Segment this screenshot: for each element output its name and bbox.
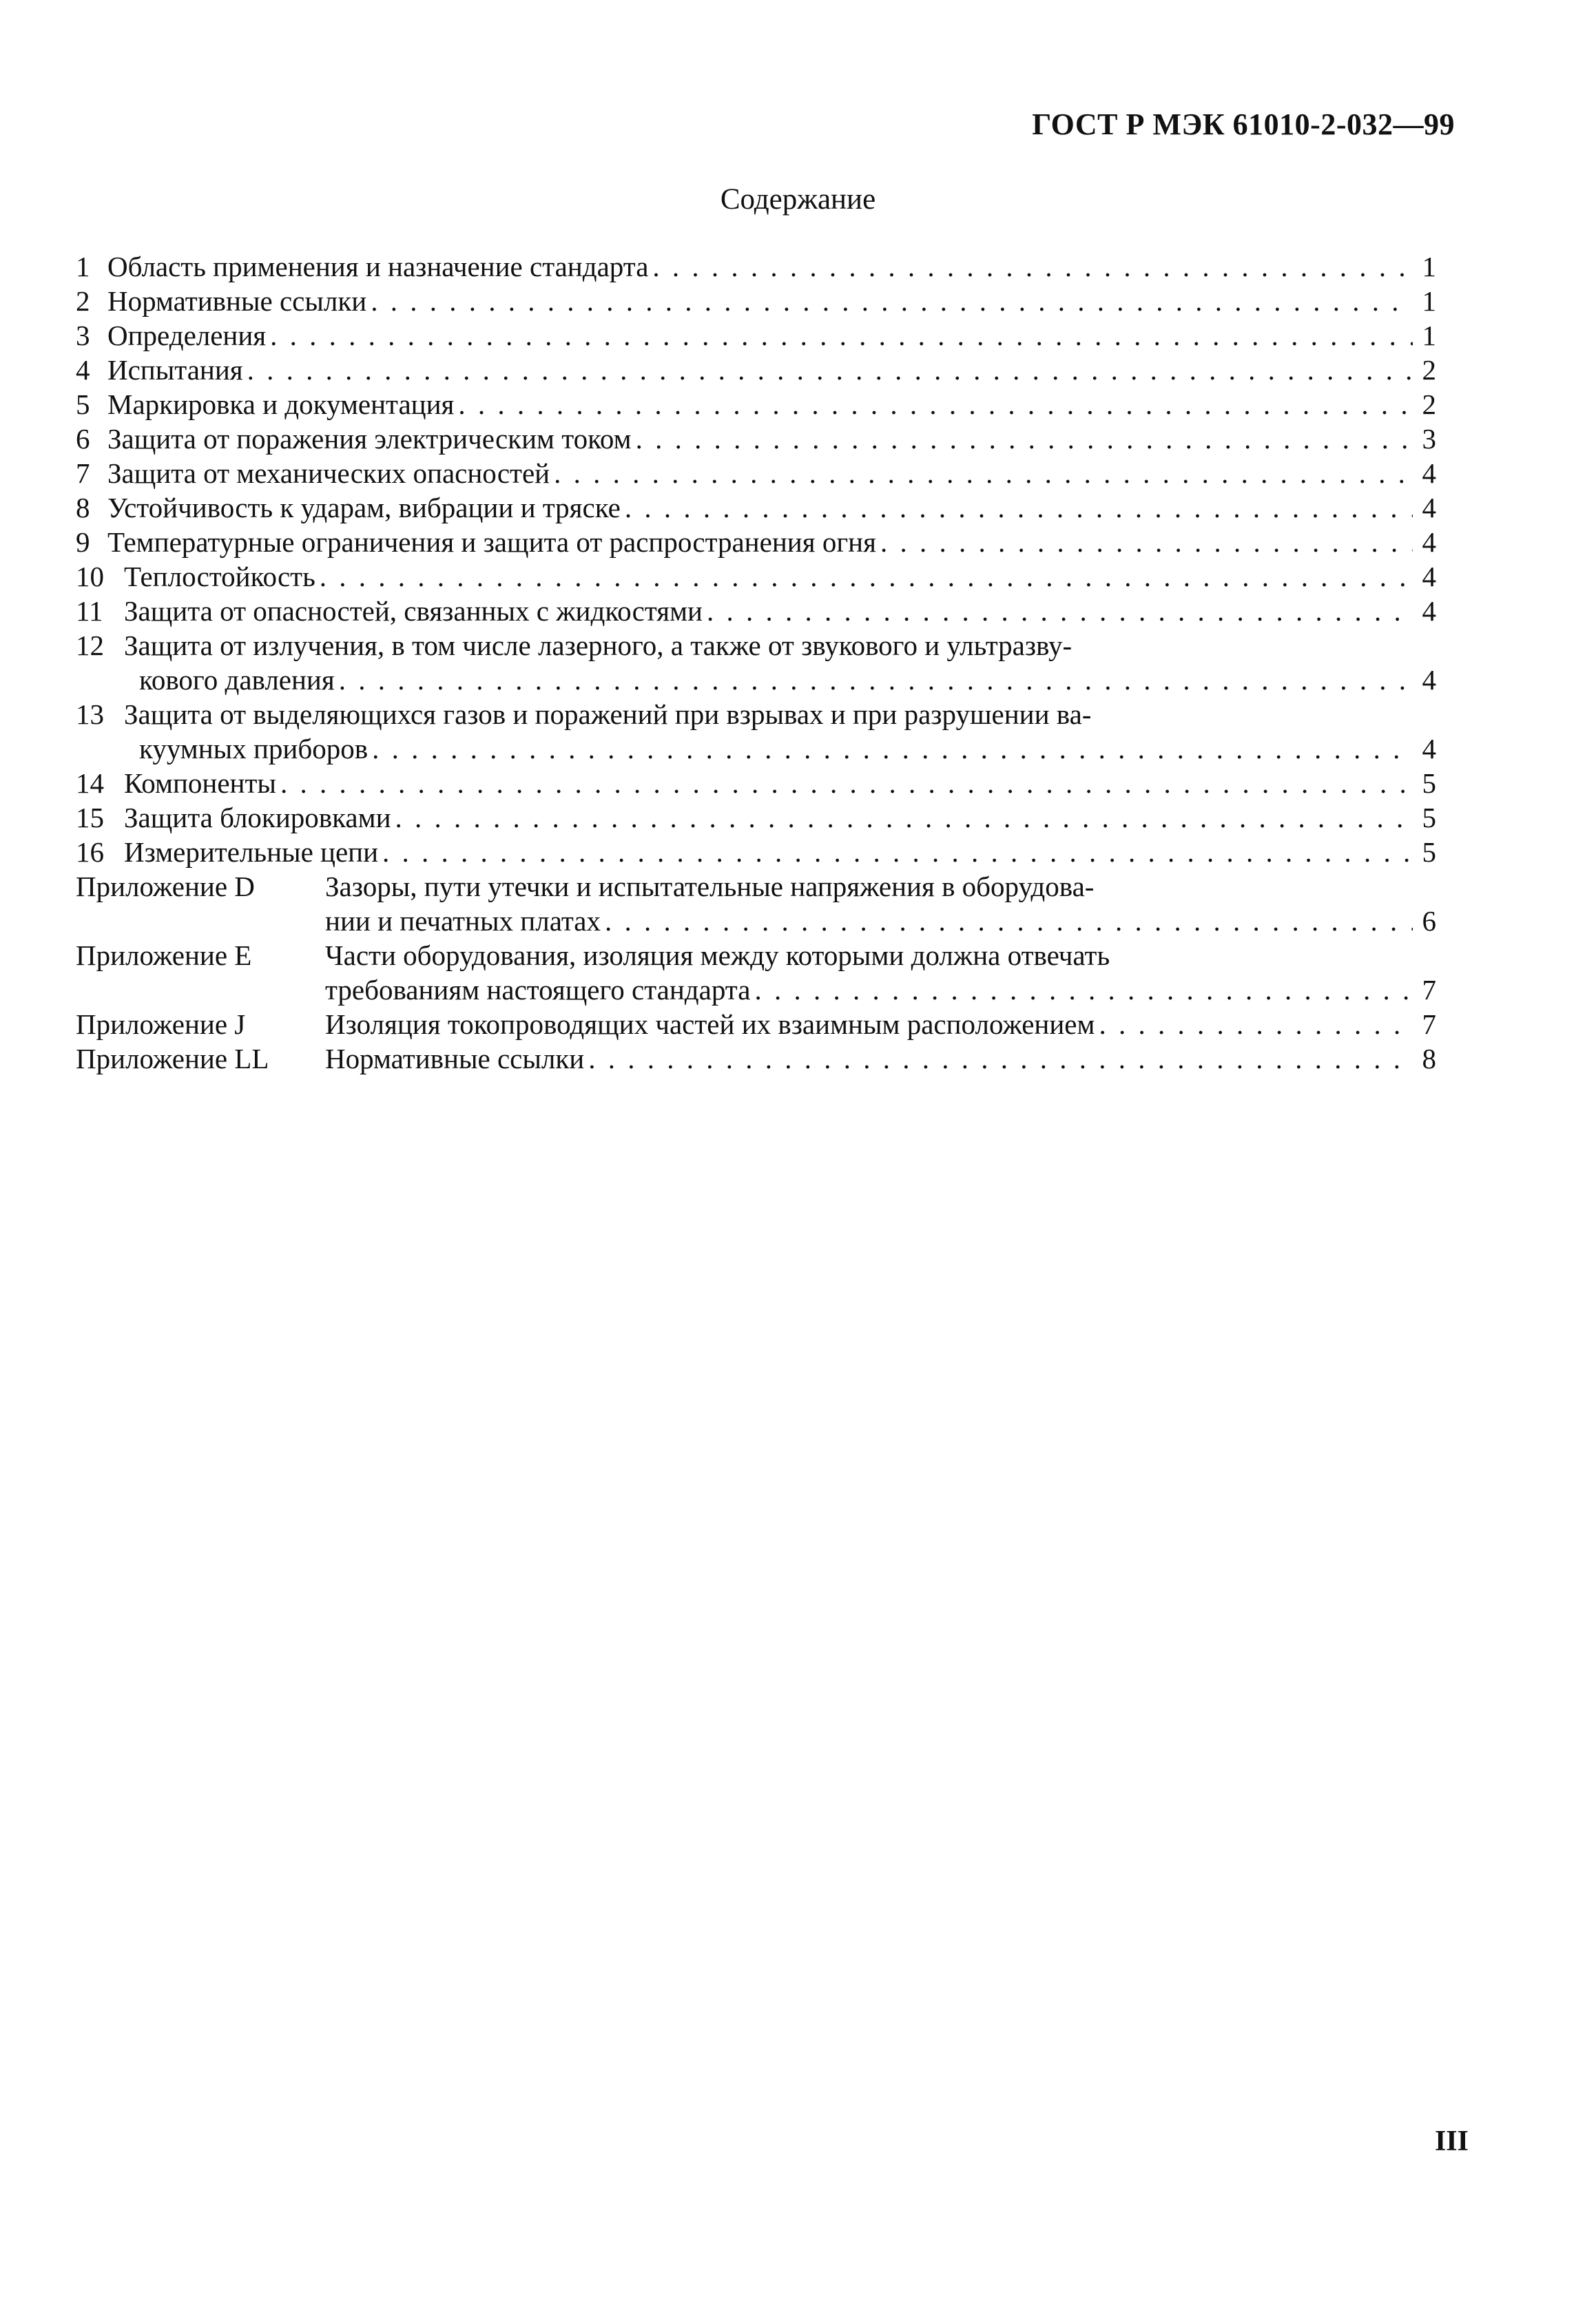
toc-entry-title: Защита от поражения электрическим током bbox=[107, 423, 632, 455]
toc-entry-5[interactable] bbox=[76, 387, 1436, 422]
toc-entry-title: Маркировка и документация bbox=[107, 388, 455, 420]
toc-entry-page: 8 bbox=[1422, 1043, 1436, 1074]
toc-entry-number: 8 bbox=[76, 492, 90, 523]
toc-entry-11[interactable] bbox=[76, 594, 1436, 628]
toc-appendix-ll[interactable] bbox=[76, 1041, 1436, 1076]
toc-entry-page: 3 bbox=[1422, 423, 1436, 455]
toc-entry-page: 4 bbox=[1422, 595, 1436, 627]
toc-title: Содержание bbox=[720, 183, 876, 216]
appendix-label: Приложение J bbox=[76, 1008, 246, 1040]
toc-entry-title: Теплостойкость bbox=[124, 561, 315, 592]
dot-leader bbox=[395, 800, 1413, 835]
toc-entry-number: 6 bbox=[76, 423, 90, 455]
toc-entry-4[interactable] bbox=[76, 353, 1436, 387]
toc-entry-page: 6 bbox=[1422, 905, 1436, 937]
toc-entry-page: 4 bbox=[1422, 526, 1436, 558]
toc-entry-page: 5 bbox=[1422, 767, 1436, 799]
toc-entry-page: 4 bbox=[1422, 733, 1436, 765]
dot-leader bbox=[382, 835, 1413, 869]
dot-leader bbox=[371, 284, 1413, 318]
toc-entry-1[interactable] bbox=[76, 249, 1436, 284]
toc-appendix-j[interactable] bbox=[76, 1007, 1436, 1041]
toc-entry-page: 1 bbox=[1422, 285, 1436, 317]
toc-entry-number: 1 bbox=[76, 251, 90, 282]
dot-leader bbox=[372, 731, 1413, 766]
dot-leader bbox=[754, 973, 1413, 1007]
toc-entry-title-line1: Защита от выделяющихся газов и поражений при взрывах и при разрушении ва- bbox=[124, 698, 1092, 730]
toc-entry-page: 4 bbox=[1422, 561, 1436, 592]
toc-entry-16[interactable] bbox=[76, 835, 1436, 869]
toc-entry-title: Испытания bbox=[107, 354, 243, 386]
dot-leader bbox=[554, 456, 1413, 490]
toc-entry-title: Температурные ограничения и защита от распространения огня bbox=[107, 526, 876, 558]
toc-entry-title: Компоненты bbox=[124, 767, 276, 799]
toc-entry-page: 1 bbox=[1422, 251, 1436, 282]
toc-entry-number: 2 bbox=[76, 285, 90, 317]
toc-entry-number: 3 bbox=[76, 320, 90, 351]
dot-leader bbox=[339, 663, 1413, 697]
dot-leader bbox=[247, 353, 1413, 387]
toc-entry-number: 16 bbox=[76, 836, 104, 868]
toc-entry-2[interactable] bbox=[76, 284, 1436, 318]
toc-entry-number: 4 bbox=[76, 354, 90, 386]
toc-entry-title-line1: Защита от излучения, в том числе лазерного, а также от звукового и ультразву- bbox=[124, 630, 1072, 661]
dot-leader bbox=[320, 559, 1413, 594]
toc-entry-title: Защита от механических опасностей bbox=[107, 457, 550, 489]
toc-entry-title: Определения bbox=[107, 320, 267, 351]
toc-entry-page: 5 bbox=[1422, 836, 1436, 868]
toc-entry-number: 5 bbox=[76, 388, 90, 420]
toc-entry-title: Устойчивость к ударам, вибрации и тряске bbox=[107, 492, 621, 523]
dot-leader bbox=[458, 387, 1413, 422]
appendix-title-line1: Зазоры, пути утечки и испытательные напряжения в оборудова- bbox=[325, 871, 1095, 902]
toc-appendix-d[interactable] bbox=[76, 869, 1436, 938]
appendix-label: Приложение D bbox=[76, 871, 255, 902]
toc-entry-3[interactable] bbox=[76, 318, 1436, 353]
appendix-title-line2: нии и печатных платах bbox=[325, 905, 601, 937]
toc-entry-7[interactable] bbox=[76, 456, 1436, 490]
dot-leader bbox=[707, 594, 1413, 628]
dot-leader bbox=[270, 318, 1413, 353]
toc-appendix-e[interactable] bbox=[76, 938, 1436, 1007]
appendix-title-line1: Части оборудования, изоляция между которыми должна отвечать bbox=[325, 939, 1110, 971]
toc-entry-title-line2: куумных приборов bbox=[139, 733, 369, 765]
toc-entry-title: Область применения и назначение стандарта bbox=[107, 251, 649, 282]
toc-entry-15[interactable] bbox=[76, 800, 1436, 835]
appendix-title-line2: требованиям настоящего стандарта bbox=[325, 974, 751, 1006]
toc-entry-title: Защита блокировками bbox=[124, 802, 391, 833]
dot-leader bbox=[280, 766, 1413, 800]
toc-entry-8[interactable] bbox=[76, 490, 1436, 525]
appendix-label: Приложение LL bbox=[76, 1043, 269, 1074]
toc-entry-page: 2 bbox=[1422, 354, 1436, 386]
appendix-title: Нормативные ссылки bbox=[325, 1043, 585, 1074]
dot-leader bbox=[1099, 1007, 1413, 1041]
toc-entry-page: 7 bbox=[1422, 1008, 1436, 1040]
document-code-header: ГОСТ Р МЭК 61010-2-032—99 bbox=[1032, 107, 1455, 141]
toc-entry-9[interactable] bbox=[76, 525, 1436, 559]
page-number: III bbox=[1434, 2126, 1469, 2157]
toc-entry-10[interactable] bbox=[76, 559, 1436, 594]
appendix-label: Приложение E bbox=[76, 939, 252, 971]
toc-entry-6[interactable] bbox=[76, 422, 1436, 456]
toc-entry-page: 1 bbox=[1422, 320, 1436, 351]
toc-entry-title: Измерительные цепи bbox=[124, 836, 379, 868]
toc-entry-number: 10 bbox=[76, 561, 104, 592]
toc-entry-page: 4 bbox=[1422, 457, 1436, 489]
toc-entry-title-line2: кового давления bbox=[139, 664, 335, 696]
toc-entry-number: 9 bbox=[76, 526, 90, 558]
toc-entry-page: 4 bbox=[1422, 664, 1436, 696]
toc-entry-page: 5 bbox=[1422, 802, 1436, 833]
toc-entry-page: 7 bbox=[1422, 974, 1436, 1006]
toc-entry-number: 11 bbox=[76, 595, 103, 627]
toc-entry-title: Защита от опасностей, связанных с жидкостями bbox=[124, 595, 703, 627]
dot-leader bbox=[625, 490, 1413, 525]
dot-leader bbox=[605, 904, 1413, 938]
appendix-title: Изоляция токопроводящих частей их взаимным расположением bbox=[325, 1008, 1095, 1040]
toc-entry-page: 2 bbox=[1422, 388, 1436, 420]
dot-leader bbox=[652, 249, 1413, 284]
toc-entry-12[interactable] bbox=[76, 628, 1436, 697]
toc-entry-13[interactable] bbox=[76, 697, 1436, 766]
toc-entry-page: 4 bbox=[1422, 492, 1436, 523]
toc-entry-number: 14 bbox=[76, 767, 104, 799]
table-of-contents bbox=[76, 249, 1436, 1076]
dot-leader bbox=[636, 422, 1413, 456]
toc-entry-14[interactable] bbox=[76, 766, 1436, 800]
toc-entry-number: 12 bbox=[76, 630, 104, 661]
dot-leader bbox=[880, 525, 1413, 559]
toc-entry-number: 15 bbox=[76, 802, 104, 833]
toc-entry-number: 13 bbox=[76, 698, 104, 730]
toc-entry-number: 7 bbox=[76, 457, 90, 489]
toc-entry-title: Нормативные ссылки bbox=[107, 285, 367, 317]
dot-leader bbox=[588, 1041, 1413, 1076]
